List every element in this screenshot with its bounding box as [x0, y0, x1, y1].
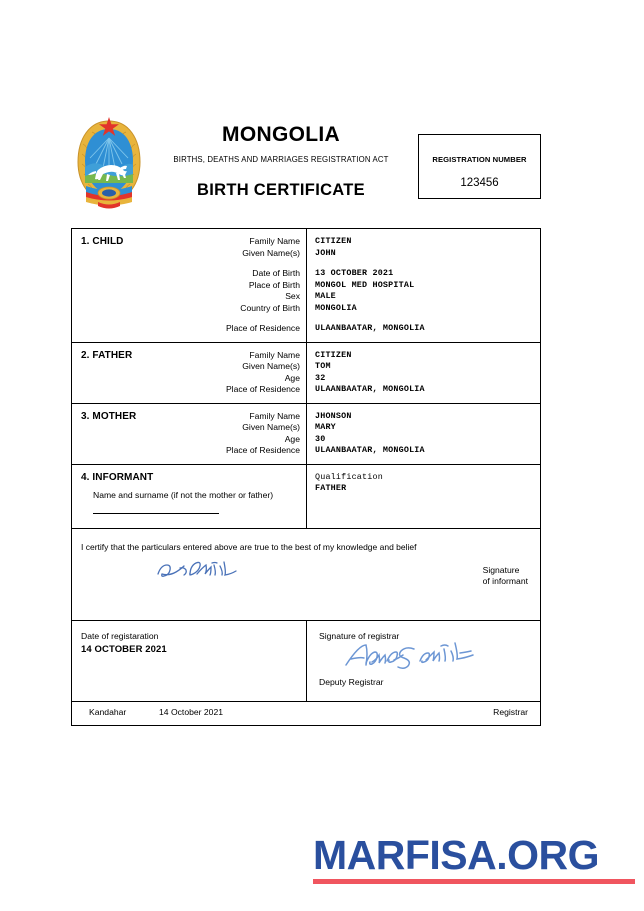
label-child-given-names: Given Name(s)	[242, 247, 300, 258]
child-label-list	[226, 236, 300, 335]
section-mother	[72, 404, 540, 465]
section-title-informant: 4. INFORMANT	[81, 471, 154, 483]
value-child-date-of-birth: 13 OCTOBER 2021	[315, 268, 394, 278]
footer-registrar-label: Registrar	[493, 706, 528, 717]
registration-date-value: 14 OCTOBER 2021	[81, 643, 167, 655]
registrar-signature-column	[306, 621, 540, 701]
signature-label-line2: of informant	[482, 576, 528, 586]
value-father-age: 32	[315, 372, 326, 383]
mother-labels-column	[72, 404, 306, 464]
value-child-given-names: JOHN	[315, 247, 336, 258]
deputy-registrar-label: Deputy Registrar	[319, 676, 384, 687]
label-father-age: Age	[284, 372, 300, 383]
informant-qualification-block	[315, 472, 534, 495]
label-child-place-of-residence: Place of Residence	[225, 323, 300, 333]
registration-date-label: Date of registaration	[81, 630, 159, 641]
mother-values-column	[306, 404, 540, 464]
site-watermark	[313, 833, 635, 884]
label-informant-qualification: Qualification	[315, 471, 383, 482]
father-label-list	[226, 350, 300, 396]
certification-statement: I certify that the particulars entered above are true to the best of my knowledge and belief	[81, 541, 417, 552]
registration-number-label: REGISTRATION NUMBER	[432, 155, 527, 164]
section-title-child: 1. CHILD	[81, 236, 124, 247]
value-mother-place-of-residence: ULAANBAATAR, MONGOLIA	[315, 445, 425, 455]
certificate-table	[71, 228, 541, 726]
footer-date: 14 October 2021	[159, 706, 224, 717]
footer-city: Kandahar	[89, 706, 127, 717]
value-child-place-of-birth: MONGOL MED HOSPITAL	[315, 279, 415, 290]
registrar-signature-ink	[342, 639, 492, 678]
document-type-title: BIRTH CERTIFICATE	[197, 181, 365, 199]
label-child-family-name: Family Name	[249, 236, 300, 246]
child-value-list	[315, 236, 534, 335]
value-child-sex: MALE	[315, 291, 336, 301]
section-certification	[72, 529, 540, 621]
informant-left-column	[72, 465, 306, 528]
section-footer	[72, 702, 540, 725]
label-child-sex: Sex	[285, 291, 300, 301]
label-child-date-of-birth: Date of Birth	[252, 268, 300, 278]
value-child-country-of-birth: MONGOLIA	[315, 302, 357, 313]
country-title: MONGOLIA	[222, 123, 340, 146]
child-labels-column	[72, 229, 306, 342]
section-registration	[72, 621, 540, 702]
informant-signature-ink	[150, 555, 270, 590]
label-child-country-of-birth: Country of Birth	[240, 302, 300, 313]
registrar-signature-label: Signature of registrar	[319, 630, 400, 641]
title-block	[151, 112, 411, 200]
section-title-father: 2. FATHER	[81, 349, 133, 361]
value-father-family-name: CITIZEN	[315, 349, 352, 360]
child-values-column	[306, 229, 540, 342]
mongolia-state-emblem-icon	[76, 114, 142, 209]
certificate-header	[71, 112, 541, 212]
section-child	[72, 229, 540, 343]
value-father-given-names: TOM	[315, 361, 331, 371]
watermark-text: MARFISA.ORG	[313, 832, 600, 878]
informant-name-input[interactable]	[93, 513, 219, 514]
value-informant-qualification: FATHER	[315, 483, 347, 493]
value-father-place-of-residence: ULAANBAATAR, MONGOLIA	[315, 384, 425, 394]
label-mother-given-names: Given Name(s)	[242, 422, 300, 432]
registration-act-subtitle: BIRTHS, DEATHS AND MARRIAGES REGISTRATION ACT	[173, 155, 389, 164]
label-father-family-name: Family Name	[249, 349, 300, 360]
watermark-underline	[313, 879, 635, 884]
father-labels-column	[72, 343, 306, 403]
father-values-column	[306, 343, 540, 403]
registration-number-box	[418, 134, 541, 199]
label-child-place-of-birth: Place of Birth	[248, 279, 300, 290]
informant-name-prompt: Name and surname (if not the mother or father)	[93, 489, 274, 500]
label-father-place-of-residence: Place of Residence	[225, 384, 300, 394]
value-mother-age: 30	[315, 433, 326, 444]
informant-signature-label	[483, 565, 528, 588]
label-father-given-names: Given Name(s)	[242, 361, 300, 371]
father-value-list	[315, 350, 534, 396]
value-mother-family-name: JHONSON	[315, 410, 352, 421]
label-mother-age: Age	[284, 433, 300, 444]
value-mother-given-names: MARY	[315, 422, 336, 432]
signature-label-line1: Signature	[482, 564, 520, 575]
section-father	[72, 343, 540, 404]
value-child-place-of-residence: ULAANBAATAR, MONGOLIA	[315, 323, 425, 333]
mother-label-list	[226, 411, 300, 457]
registration-date-column	[72, 621, 306, 701]
informant-right-column	[306, 465, 540, 528]
mother-value-list	[315, 411, 534, 457]
section-title-mother: 3. MOTHER	[81, 410, 137, 422]
registration-number-value: 123456	[460, 177, 499, 189]
label-mother-place-of-residence: Place of Residence	[225, 445, 300, 455]
section-informant	[72, 465, 540, 529]
value-child-family-name: CITIZEN	[315, 236, 352, 246]
label-mother-family-name: Family Name	[249, 410, 300, 421]
